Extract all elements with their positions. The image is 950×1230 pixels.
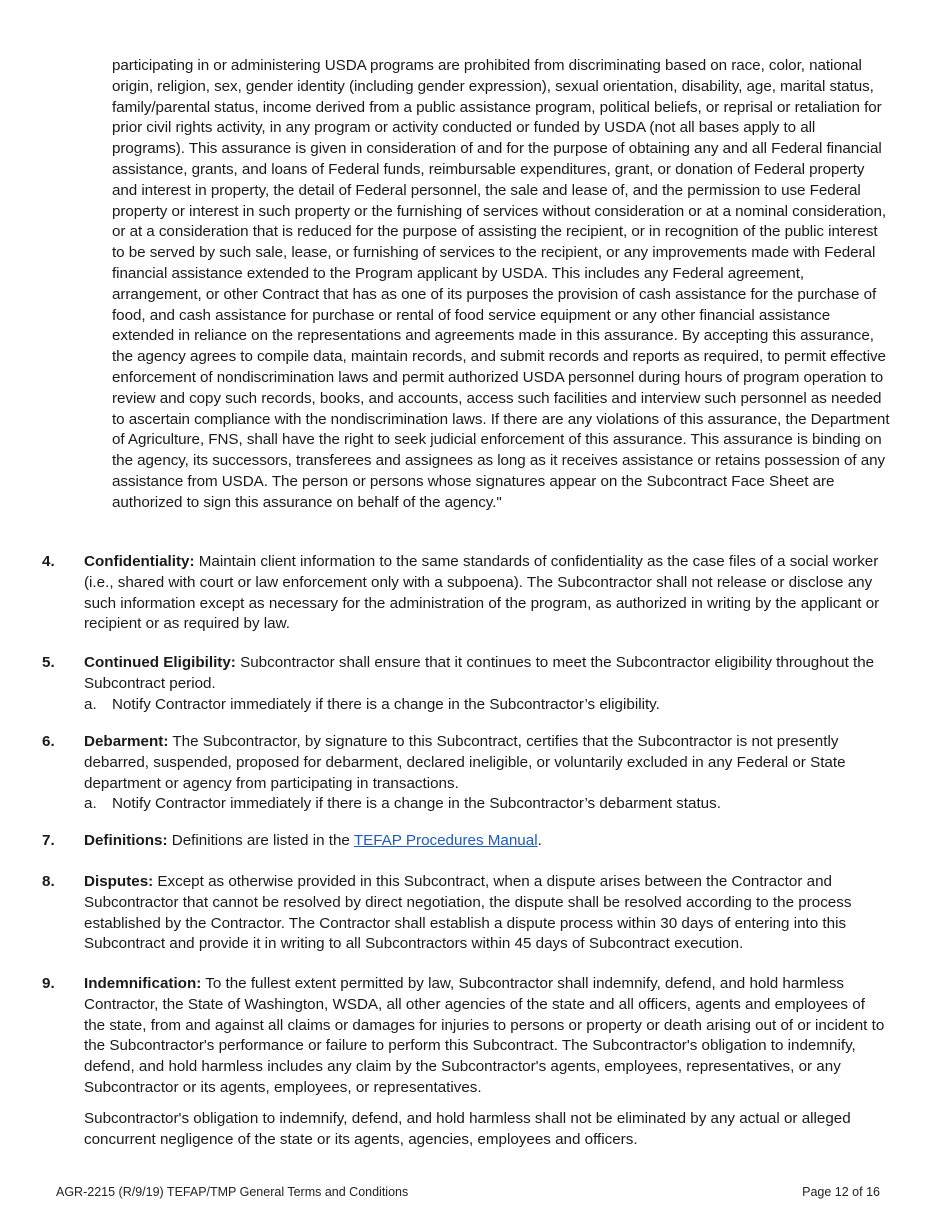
section-heading: Disputes: [84, 873, 154, 890]
section-text: To the fullest extent permitted by law, Subcontractor shall indemnify, defend, and hold harmless Contractor, the State of Washington, WSDA, all other agencies of the state and all officers, agents and employees of the state, from and against all claims or damages for injuries to persons or property or death arising out of or incident to the Subcontractor's performance or failure to perform this Subcontract. The Subcontractor's obligation to indemnify, defend, and hold harmless includes any claim by the Subcontractor's agents, employees, representatives, or any Subcontractor or its agents, employees, or representatives. [84, 975, 885, 1096]
intro-paragraph: participating in or administering USDA programs are prohibited from discriminating based on race, color, national origin, religion, sex, gender identity (including gender expression), sexual orientation, disability, age, marital status, family/parental status, income derived from a public assistance program, political beliefs, or reprisal or retaliation for prior civil rights activity, in any program or activity conducted or funded by USDA (not all bases apply to all programs). This assurance is given in consideration of and for the purpose of obtaining any and all Federal financial assistance, grants, and loans of Federal funds, reimbursable expenditures, grant, or donation of Federal property and interest in property, the detail of Federal personnel, the sale and lease of, and the permission to use Federal property or interest in such property or the furnishing of services without consideration or at a nominal consideration, or at a consideration that is reduced for the purpose of assisting the recipient, or in recognition of the public interest to be served by such sale, lease, or furnishing of services to the recipient, or any improvements made with Federal financial assistance extended to the Program applicant by USDA. This includes any Federal agreement, arrangement, or other Contract that has as one of its purposes the provision of cash assistance for the purchase of food, and cash assistance for purchase or rental of food service equipment or any other financial assistance extended in reliance on the representations and agreements made in this assurance. By accepting this assurance, the agency agrees to compile data, maintain records, and submit records and reports as required, to permit effective enforcement of nondiscrimination laws and permit authorized USDA personnel during hours of program operation to review and copy such records, books, and accounts, access such facilities and interview such personnel as needed to ascertain compliance with the nondiscrimination laws. If there are any violations of this assurance, the Department of Agriculture, FNS, shall have the right to seek judicial enforcement of this assurance. This assurance is binding on the agency, its successors, transferees and assignees as long as it receives assistance or retains possession of any assistance from USDA. The person or persons whose signatures appear on the Subcontract Face Sheet are authorized to sign this assurance on behalf of the agency." [112, 57, 890, 511]
section-heading: Indemnification: [84, 975, 202, 992]
section-number: 6. [42, 733, 55, 750]
sub-item-text: Notify Contractor immediately if there is a change in the Subcontractor’s debarment status. [112, 795, 721, 813]
section-text: Maintain client information to the same standards of confidentiality as the case files of a social worker (i.e., shared with court or law enforcement only with a subpoena). The Subcontractor shall not release or disclose any such information except as necessary for the administration of the program, as authorized in writing by the applicant or recipient or as required by law. [84, 553, 880, 633]
section-body [84, 552, 890, 635]
section-paragraph [84, 974, 890, 1099]
section-text: Subcontractor shall ensure that it continues to meet the Subcontractor eligibility throughout the Subcontract period. [84, 654, 875, 692]
sub-item-letter: a. [84, 795, 97, 813]
section-number: 9. [42, 975, 55, 992]
section-heading: Definitions: [84, 832, 168, 849]
section-paragraph [84, 732, 890, 794]
sub-item-text: Notify Contractor immediately if there is a change in the Subcontractor’s eligibility. [112, 695, 660, 713]
section-number: 8. [42, 873, 55, 890]
sub-item-letter: a. [84, 695, 97, 713]
footer-form-id: AGR-2215 (R/9/19) TEFAP/TMP General Terms and Conditions [56, 1185, 409, 1199]
section-paragraph [84, 653, 890, 695]
section-heading: Confidentiality: [84, 553, 195, 570]
section-heading: Continued Eligibility: [84, 654, 236, 671]
section-number: 5. [42, 654, 55, 671]
section-number: 4. [42, 553, 55, 570]
section-body [84, 653, 890, 715]
section-body [84, 872, 890, 955]
section-number: 7. [42, 832, 55, 849]
section-body [84, 831, 890, 852]
sub-item [84, 695, 890, 716]
section-text-end: . [537, 832, 542, 849]
section-text: Except as otherwise provided in this Subcontract, when a dispute arises between the Contractor and Subcontractor that cannot be resolved by direct negotiation, the dispute shall be resolved according to the process established by the Contractor. The Contractor shall establish a dispute process within 30 days of entering into this Subcontract and provide it in writing to all Subcontractors within 45 days of Subcontract execution. [84, 873, 852, 953]
footer-page-number: Page 12 of 16 [802, 1185, 880, 1199]
section-text: The Subcontractor, by signature to this Subcontract, certifies that the Subcontractor is not presently debarred, suspended, proposed for debarment, declared ineligible, or voluntarily excluded in any Federal or State department or agency from participating in transactions. [84, 733, 846, 792]
tefap-procedures-manual-link[interactable]: TEFAP Procedures Manual [353, 832, 538, 849]
section-body [84, 974, 890, 1150]
sub-item [84, 794, 890, 815]
section-paragraph-2: Subcontractor's obligation to indemnify, defend, and hold harmless shall not be eliminated by any actual or alleged concurrent negligence of the state or its agents, agencies, employees and officers. [84, 1109, 851, 1148]
section-body [84, 732, 890, 815]
section-heading: Debarment: [84, 733, 169, 750]
section-text: Definitions are listed in the [167, 832, 354, 849]
